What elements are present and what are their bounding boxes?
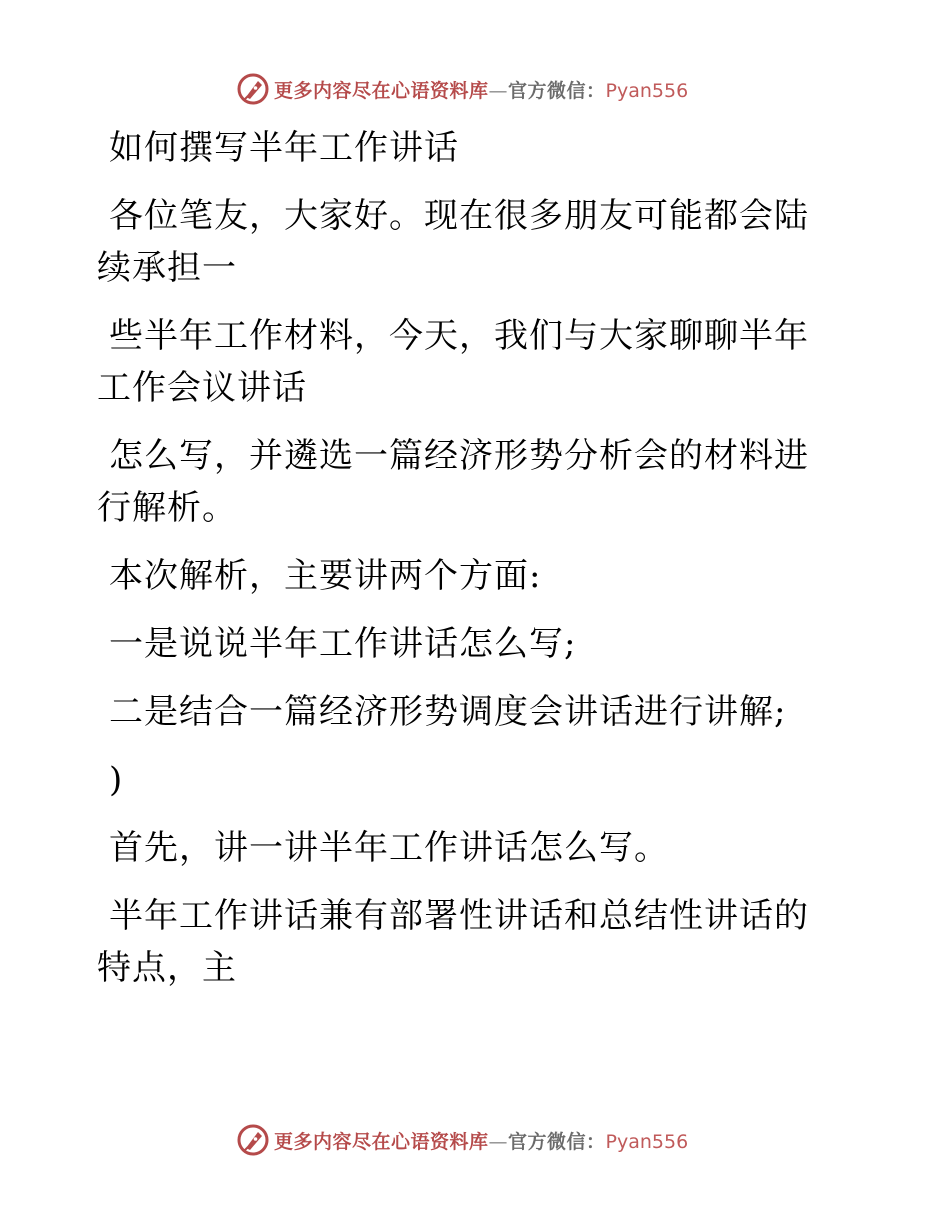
paragraph: 本次解析，主要讲两个方面: xyxy=(109,556,542,596)
paragraph: 半年工作讲话兼有部署性讲话和总结性讲话的特点，主 xyxy=(97,896,809,988)
header-banner-text xyxy=(274,76,688,103)
footer-banner-wechat-id: Pyan556 xyxy=(605,1130,689,1153)
footer-banner-lead: 更多内容尽在心语资料库 xyxy=(274,1130,489,1153)
document-body xyxy=(97,122,837,1010)
header-banner xyxy=(236,72,688,106)
document-title: 如何撰写半年工作讲话 xyxy=(109,128,459,168)
paragraph: 二是结合一篇经济形势调度会讲话进行讲解; xyxy=(109,692,787,732)
paragraph: 一是说说半年工作讲话怎么写; xyxy=(109,624,577,664)
footer-banner-dash: — xyxy=(488,1130,509,1153)
header-banner-wechat-id: Pyan556 xyxy=(605,79,689,102)
paragraph: ) xyxy=(109,760,124,800)
paragraph: 各位笔友，大家好。现在很多朋友可能都会陆续承担一 xyxy=(97,196,809,288)
pen-nib-seal-icon xyxy=(236,1123,270,1157)
paragraph: 些半年工作材料，今天，我们与大家聊聊半年工作会议讲话 xyxy=(97,316,809,408)
header-banner-label: 官方微信： xyxy=(508,79,606,102)
footer-banner-text xyxy=(274,1127,688,1154)
header-banner-lead: 更多内容尽在心语资料库 xyxy=(274,79,489,102)
footer-banner xyxy=(236,1123,688,1157)
header-banner-dash: — xyxy=(488,79,509,102)
footer-banner-label: 官方微信： xyxy=(508,1130,606,1153)
pen-nib-seal-icon xyxy=(236,72,270,106)
paragraph: 怎么写，并遴选一篇经济形势分析会的材料进行解析。 xyxy=(97,436,809,528)
paragraph: 首先，讲一讲半年工作讲话怎么写。 xyxy=(109,828,669,868)
